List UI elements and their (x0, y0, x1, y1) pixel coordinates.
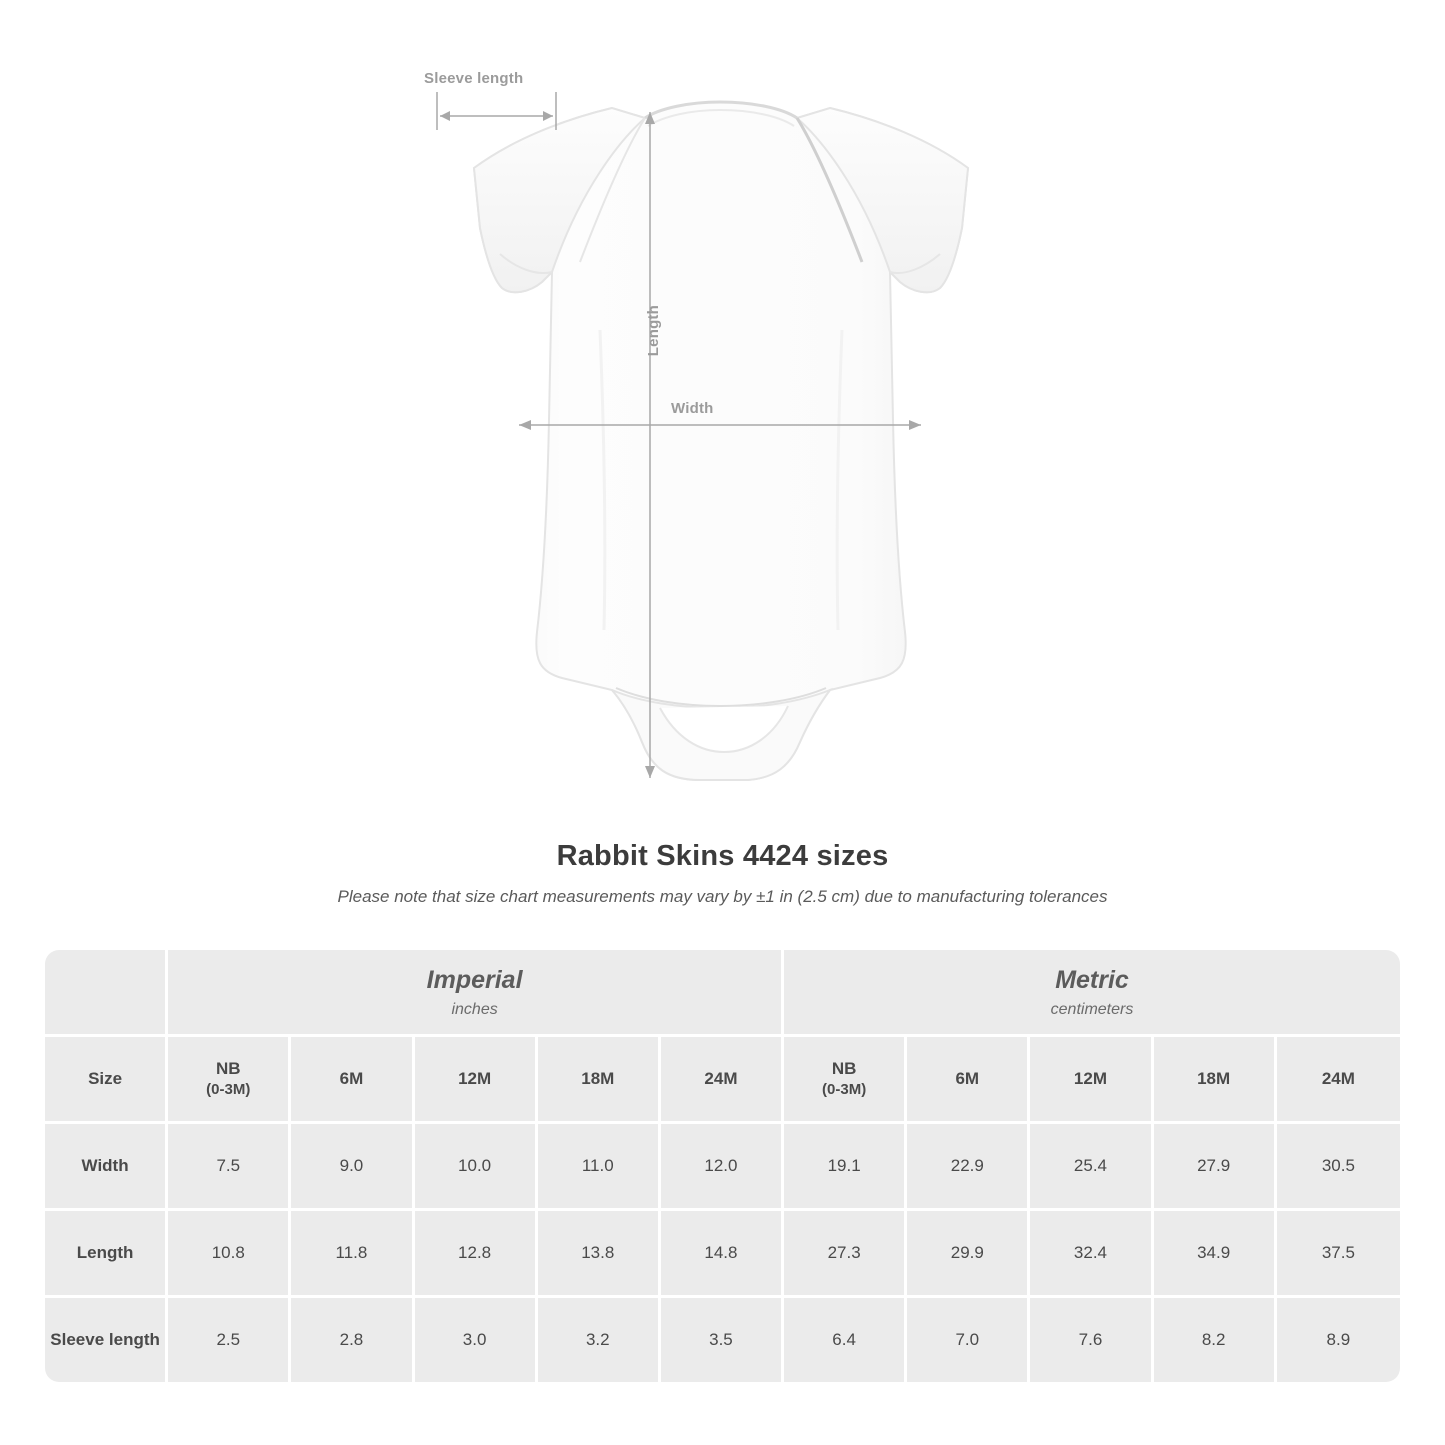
row-label-width: Width (45, 1124, 168, 1211)
cell-length-6m-in: 11.8 (291, 1211, 414, 1298)
column-header-row (45, 1037, 1400, 1124)
cell-width-12m-in: 10.0 (415, 1124, 538, 1211)
unit-group-imperial-name: Imperial (426, 966, 523, 995)
table-row (45, 1298, 1400, 1382)
cell-width-24m-in: 12.0 (661, 1124, 784, 1211)
title-block (0, 840, 1445, 907)
table-row (45, 1211, 1400, 1298)
column-header-24m-metric: 24M (1277, 1037, 1400, 1124)
unit-group-imperial-sub: inches (451, 1000, 498, 1018)
table-corner-cell (45, 950, 168, 1037)
cell-width-6m-cm: 22.9 (907, 1124, 1030, 1211)
size-table-wrap (45, 950, 1400, 1382)
unit-group-metric-name: Metric (1055, 966, 1129, 995)
cell-length-12m-cm: 32.4 (1030, 1211, 1153, 1298)
column-header-nb-metric-sub: (0-3M) (822, 1081, 867, 1099)
cell-length-24m-cm: 37.5 (1277, 1211, 1400, 1298)
row-label-length: Length (45, 1211, 168, 1298)
column-header-6m-metric: 6M (907, 1037, 1030, 1124)
cell-width-18m-cm: 27.9 (1154, 1124, 1277, 1211)
cell-length-18m-cm: 34.9 (1154, 1211, 1277, 1298)
unit-group-metric-sub: centimeters (1050, 1000, 1134, 1018)
cell-length-nb-in: 10.8 (168, 1211, 291, 1298)
cell-length-nb-cm: 27.3 (784, 1211, 907, 1298)
sleeve-length-label: Sleeve length (424, 70, 524, 87)
column-header-18m-imperial: 18M (538, 1037, 661, 1124)
cell-sleeve-nb-cm: 6.4 (784, 1298, 907, 1382)
cell-width-6m-in: 9.0 (291, 1124, 414, 1211)
column-header-nb-imperial-name: NB (215, 1059, 241, 1079)
cell-sleeve-18m-in: 3.2 (538, 1298, 661, 1382)
row-label-sleeve-length: Sleeve length (45, 1298, 168, 1382)
cell-sleeve-nb-in: 2.5 (168, 1298, 291, 1382)
cell-length-18m-in: 13.8 (538, 1211, 661, 1298)
cell-sleeve-18m-cm: 8.2 (1154, 1298, 1277, 1382)
cell-length-12m-in: 12.8 (415, 1211, 538, 1298)
column-header-nb-metric (784, 1037, 907, 1124)
column-header-12m-metric: 12M (1030, 1037, 1153, 1124)
size-header-cell: Size (45, 1037, 168, 1124)
measurement-note: Please note that size chart measurements may vary by ±1 in (2.5 cm) due to manufacturing tolerances (337, 887, 1108, 906)
cell-sleeve-12m-in: 3.0 (415, 1298, 538, 1382)
cell-sleeve-6m-in: 2.8 (291, 1298, 414, 1382)
size-table (45, 950, 1400, 1382)
cell-width-nb-cm: 19.1 (784, 1124, 907, 1211)
cell-sleeve-24m-cm: 8.9 (1277, 1298, 1400, 1382)
unit-group-imperial (168, 950, 784, 1037)
cell-sleeve-6m-cm: 7.0 (907, 1298, 1030, 1382)
sleeve-length-dimension (437, 92, 556, 130)
column-header-6m-imperial: 6M (291, 1037, 414, 1124)
cell-width-nb-in: 7.5 (168, 1124, 291, 1211)
unit-header-row (45, 950, 1400, 1037)
cell-width-24m-cm: 30.5 (1277, 1124, 1400, 1211)
column-header-18m-metric: 18M (1154, 1037, 1277, 1124)
column-header-nb-imperial-sub: (0-3M) (206, 1081, 251, 1099)
unit-group-metric (784, 950, 1400, 1037)
cell-sleeve-24m-in: 3.5 (661, 1298, 784, 1382)
cell-length-24m-in: 14.8 (661, 1211, 784, 1298)
column-header-24m-imperial: 24M (661, 1037, 784, 1124)
cell-width-18m-in: 11.0 (538, 1124, 661, 1211)
table-row (45, 1124, 1400, 1211)
cell-sleeve-12m-cm: 7.6 (1030, 1298, 1153, 1382)
column-header-nb-metric-name: NB (831, 1059, 857, 1079)
column-header-12m-imperial: 12M (415, 1037, 538, 1124)
length-label: Length (645, 305, 662, 357)
page-title: Rabbit Skins 4424 sizes (556, 840, 889, 872)
cell-width-12m-cm: 25.4 (1030, 1124, 1153, 1211)
width-label: Width (671, 400, 714, 417)
cell-length-6m-cm: 29.9 (907, 1211, 1030, 1298)
column-header-nb-imperial (168, 1037, 291, 1124)
